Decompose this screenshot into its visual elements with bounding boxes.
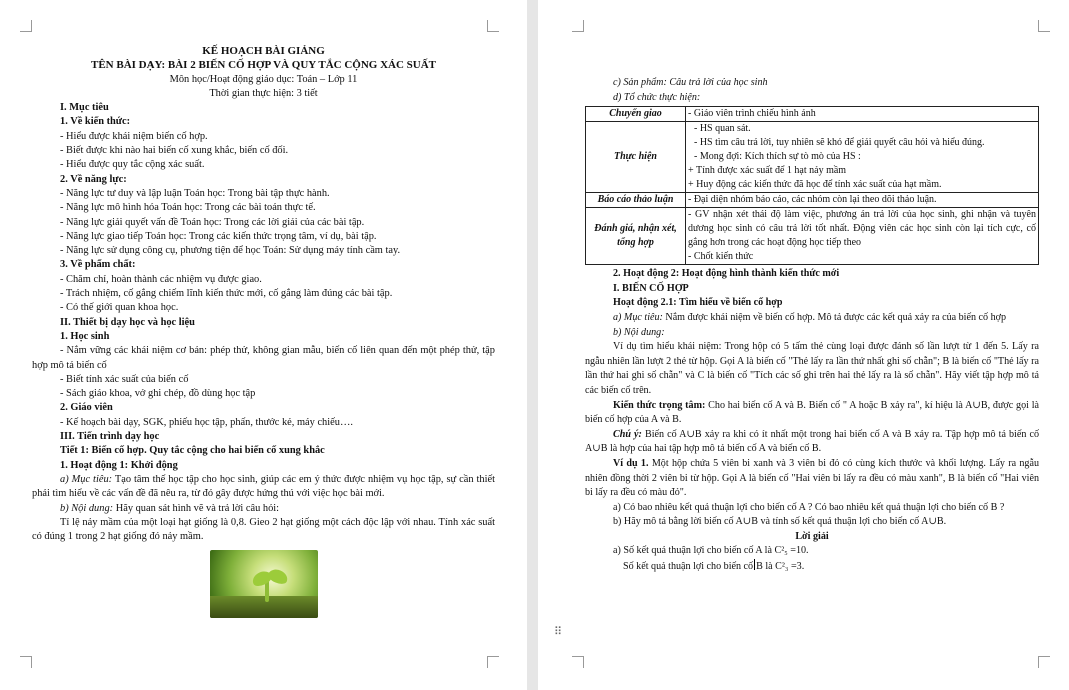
margin-mark: [1038, 656, 1050, 668]
text-line: - Chăm chỉ, hoàn thành các nhiệm vụ được giao.: [60, 273, 262, 285]
table-row: [586, 122, 1039, 193]
solution-b[interactable]: Số kết quả thuận lợi cho biến cố B là C²₃ =3.: [623, 561, 805, 573]
activity-heading: 2. Hoạt động 2: Hoạt động hình thành kiến thức mới: [613, 268, 840, 280]
document-page-right: [538, 0, 1069, 690]
question-b: b) Hãy mô tả bằng lời biến cố A∪B và tính số kết quả thuận lợi cho biến cố A∪B.: [613, 516, 947, 528]
activity-heading: 1. Hoạt động 1: Khởi động: [60, 459, 178, 471]
content-label: b) Nội dung:: [60, 502, 114, 514]
text-line: - Hiểu được quy tắc cộng xác suất.: [60, 159, 205, 171]
objective-label: a) Mục tiêu:: [613, 311, 663, 323]
text-line: - Kế hoạch bài dạy, SGK, phiếu học tập, phấn, thước kẻ, máy chiếu….: [60, 416, 353, 428]
text-line: - Có thế giới quan khoa học.: [60, 302, 179, 314]
example-paragraph: Ví dụ tìm hiểu khái niệm: Trong hộp có 5 tấm thẻ cùng loại được đánh số lần lượt từ 1 đến 5. Lấy ra ngẫu nhiên lần lượt 2 thẻ từ hộp. Gọi A là biến cố "Thẻ lấy ra lần thứ nhất ghi số chẵn"; B là biến cố "Thẻ lấy ra lần thứ hai ghi số chẵn" và C là biến cố "Tích các số ghi trên hai thẻ lấy ra là số chẵn". Hãy viết tập hợp mô tả các biến cố trên.: [585, 341, 1039, 396]
table-cell: - GV nhận xét thái độ làm việc, phương án trả lời của học sinh, ghi nhận và tuyên dương học sinh có câu trả lời tốt nhất. Động viên các học sinh còn lại tích cực, cố gắng hơn trong các hoạt động học tiếp theo - Chốt kiến thức: [686, 208, 1039, 265]
section-heading: II. Thiết bị dạy học và học liệu: [60, 316, 195, 328]
text-line: - Sách giáo khoa, vở ghi chép, đồ dùng học tập: [60, 388, 256, 400]
solution-a: a) Số kết quả thuận lợi cho biến cố A là C²₅ =10.: [613, 545, 809, 557]
note-paragraph: [585, 428, 1039, 457]
text-line: - Năng lực giải quyết vấn đề Toán học: Trong các lời giải của các bài tập.: [60, 216, 365, 228]
text-line: - Biết được khi nào hai biến cố xung khắc, biến cố đối.: [60, 145, 289, 157]
margin-mark: [572, 656, 584, 668]
table-row: [586, 208, 1039, 265]
lesson-title: TÊN BÀI DẠY: BÀI 2 BIẾN CỐ HỢP VÀ QUY TẮC CỘNG XÁC SUẤT: [90, 59, 437, 72]
table-key: Đánh giá, nhận xét, tổng hợp: [586, 208, 686, 265]
example-1-paragraph: [585, 457, 1039, 501]
content-line: [32, 502, 495, 516]
margin-mark: [572, 20, 584, 32]
text-paragraph: - Nắm vững các khái niệm cơ bản: phép thử, không gian mẫu, biến cố liên quan đến một phép thử, tập hợp mô tả biến cố: [32, 345, 495, 371]
doc-title: KẾ HOẠCH BÀI GIẢNG: [202, 45, 325, 57]
note-text: Biến cố A∪B xảy ra khi có ít nhất một trong hai biến cố A và B xảy ra. Tập hợp mô tả biến cố A∪B là hợp của hai tập hợp mô tả biến cố A và biến cố B.: [585, 428, 1039, 455]
text-line: - Trách nhiệm, cố gắng chiếm lĩnh kiến thức mới, cố gắng làm đúng các bài tập.: [60, 288, 393, 300]
solution-heading: Lời giải: [795, 530, 829, 542]
key-knowledge-text: Cho hai biến cố A và B. Biến cố " A hoặc B xảy ra", kí hiệu là A∪B, được gọi là biến cố hợp của A và B.: [585, 399, 1040, 426]
lesson-period-heading: Tiết 1: Biến cố hợp. Quy tắc cộng cho hai biến cố xung khắc: [60, 445, 325, 457]
text-line: - Hiểu được khái niệm biến cố hợp.: [60, 130, 208, 142]
table-cell: - Giáo viên trình chiếu hình ảnh: [686, 107, 1039, 122]
sprout-image: [210, 550, 318, 618]
table-key: Báo cáo thảo luận: [586, 193, 686, 208]
table-cell: - HS quan sát. - HS tìm câu trả lời, tuy nhiên sẽ khó để giải quyết câu hỏi và hiểu đúng. - Mong đợi: Kích thích sự tò mò của HS : + Tính được xác suất để 1 hạt nảy mầm + Huy động các kiến thức đã học để tính xác suất của hạt mầm.: [686, 122, 1039, 193]
subsection-heading: 3. Về phẩm chất:: [60, 259, 136, 271]
product-line: c) Sản phẩm: Câu trả lời của học sinh: [613, 77, 768, 88]
margin-mark: [20, 20, 32, 32]
margin-mark: [487, 656, 499, 668]
objective-paragraph: [32, 473, 495, 502]
table-row: [586, 193, 1039, 208]
subject-line: Môn học/Hoạt động giáo dục: Toán – Lớp 11: [169, 73, 358, 85]
subsection-heading: 2. Về năng lực:: [60, 173, 127, 185]
text-line: - Biết tính xác suất của biến cố: [60, 373, 189, 385]
content-line: b) Nội dung:: [613, 326, 665, 338]
table-cell: - Đại diện nhóm báo cáo, các nhóm còn lại theo dõi thảo luận.: [686, 193, 1039, 208]
section-heading: I. BIẾN CỐ HỢP: [613, 282, 689, 294]
question-a: a) Có bao nhiêu kết quả thuận lợi cho biến cố A ? Có bao nhiêu kết quả thuận lợi cho biến cố B ?: [613, 501, 1005, 513]
note-label: Chú ý:: [613, 428, 642, 440]
content-text: Hãy quan sát hình vẽ và trả lời câu hỏi:: [113, 502, 280, 514]
document-page-left: [0, 0, 527, 690]
margin-mark: [487, 20, 499, 32]
margin-mark: [1038, 20, 1050, 32]
objective-text: Nắm được khái niệm về biến cố hợp. Mô tả được các kết quả xảy ra của biến cố hợp: [662, 311, 1007, 323]
example-1-text: Một hộp chứa 5 viên bi xanh và 3 viên bi đỏ có cùng kích thước và khối lượng. Lấy ra ngẫu nhiên đồng thời 2 viên bi từ hộp. Gọi A là biến cố "Hai viên bi lấy ra đều có màu xanh", B là biến cố "Hai viên bi lấy ra đều có màu đỏ".: [585, 457, 1039, 499]
question-paragraph: Tỉ lệ nảy mầm của một loại hạt giống là 0,8. Gieo 2 hạt giống một cách độc lập với nhau. Tính xác suất có đúng 1 trong 2 hạt giống đó nảy mầm.: [32, 516, 495, 543]
text-line: - Năng lực sử dụng công cụ, phương tiện để học Toán: Sử dụng máy tính cầm tay.: [60, 245, 401, 257]
objective-text: Tạo tâm thế học tập cho học sinh, giúp các em ý thức được nhiệm vụ học tập, sự cần thiết phải tìm hiểu về các vấn đề đã nêu ra, từ đó gây được hứng thú với việc học bài mới.: [32, 473, 496, 500]
table-key: Chuyển giao: [586, 107, 686, 122]
drag-handle-icon[interactable]: ⠿: [554, 625, 564, 638]
subsection-heading: 1. Học sinh: [60, 330, 110, 342]
organization-table: [585, 106, 1039, 265]
section-heading: I. Mục tiêu: [60, 102, 109, 114]
organization-line: d) Tổ chức thực hiện:: [613, 91, 701, 103]
page-content: [585, 76, 1039, 575]
table-row: [586, 107, 1039, 122]
page-content: [32, 44, 495, 618]
objective-paragraph: [585, 311, 1039, 326]
text-line: - Năng lực tư duy và lập luận Toán học: Trong bài tập thực hành.: [60, 187, 330, 199]
objective-label: a) Mục tiêu:: [60, 473, 113, 485]
example-1-label: Ví dụ 1.: [613, 457, 649, 469]
key-knowledge: [585, 399, 1039, 428]
text-line: - Năng lực mô hình hóa Toán học: Trong các bài toán thực tế.: [60, 202, 316, 214]
duration-line: Thời gian thực hiện: 3 tiết: [209, 87, 318, 99]
activity-subheading: Hoạt động 2.1: Tìm hiểu về biến cố hợp: [613, 297, 783, 309]
subsection-heading: 1. Về kiến thức:: [60, 116, 131, 128]
text-line: - Năng lực giao tiếp Toán học: Trong các kiến thức trọng tâm, ví dụ, bài tập.: [60, 230, 377, 242]
text-cursor: [754, 559, 755, 570]
table-key: Thực hiện: [586, 122, 686, 193]
section-heading: III. Tiến trình dạy học: [60, 431, 160, 443]
margin-mark: [20, 656, 32, 668]
key-knowledge-label: Kiến thức trọng tâm:: [613, 399, 706, 411]
subsection-heading: 2. Giáo viên: [60, 402, 113, 414]
